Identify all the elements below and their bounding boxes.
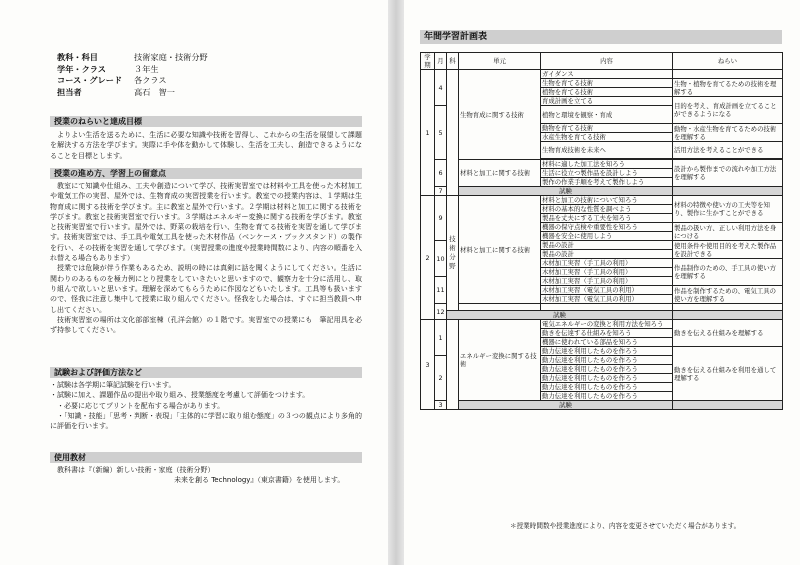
method-heading: 授業の進め方、学習上の留意点 — [50, 168, 362, 179]
course-info — [57, 52, 208, 98]
table-row: 動力伝達を利用したものを作ろう — [421, 374, 783, 383]
method-text: 教室にて知識や仕組み、工夫や創造について学び、技術実習室では材料や工具を使った木材加工や電気工作の実習、屋外では、生物育成の実習授業を行います。教室での授業内容は、１学期は生物育成に関する技術を学びます。主に教室と屋外で行います。２学期は材料と加工に関する技術を学びます。教室と技術実習室で行います。３学期はエネルギー変換に関する技術を学びます。教室と技術実習室で行います。屋外では、野菜の栽培を行い、生物を育てる技術を実習を通して学びます。技術実習室では、手工具や電気工具を使った木材作品（ベンケース・ブックスタンド）の製作を行い、その技術を実習を通して学びます。（実習授業の進度や授業時間数により、内容の順番を入れ替える場合もあります） 授業では危険が伴う作業もあるため、説明の時には真剣に話を聞くようにしてください。生活に関わりのあるものを極力例にとり授業をしていきたいと思いますので、観察力を十分に活用し、取り組んで欲しいと思います。理解を深めてもらうために作図などもいたします。工具等も扱いますので、怪我に注意し集中して授業に取り組んでください。怪我をした場合は、すぐに担当教員へ申し出てください。 技術実習室の場所は文化部部室棟（孔洋会館）の１階です。実習室での授業にも 筆記用具を必ず持参してください。 — [50, 182, 362, 335]
table-row: 木材加工実習（手工具の利用） 作品制作のための、手工具の使い方を理解する — [421, 259, 783, 268]
info-row: コース・グレード 各クラス — [57, 75, 167, 85]
table-row: 動物を育てる技術 動物・水産生物を育てるための技術を理解する — [421, 124, 783, 133]
exam-row: 7 試験 — [421, 187, 783, 196]
table-row: 2 9 技術分野 材料と加工に関する技術 材料と加工の技術について知ろう 材料の特徴や使い方の工夫等を知り、製作に生かすことができる — [421, 196, 783, 205]
table-row: 動力伝達を利用したものを作ろう — [421, 392, 783, 401]
plan-title: 年間学習計画表 — [420, 30, 782, 44]
table-row: 生物を育てる技術 生物・植物を育てるための技術を理解する — [421, 79, 783, 88]
table-row: 製品を丈夫にする工夫を知ろう — [421, 214, 783, 223]
table-row: 11 木材加工実習（手工具の利用） — [421, 277, 783, 286]
info-row: 教科・科目 技術家庭・技術分野 — [57, 52, 208, 62]
table-row: 材料の基本的な性質を調べよう — [421, 205, 783, 214]
table-row: 3 1 エネルギー変換に関する技術 電気エネルギーの変換と利用方法を知ろう 動きを伝える仕組みを理解する — [421, 320, 783, 329]
table-row: 水産生物を育てる技術 — [421, 133, 783, 142]
table-row: 機器の保守点検や重要性を知ろう 製品の扱い方、正しい利用方法を身につける — [421, 223, 783, 232]
table-row: 製作の作業手順を考えて製作しよう — [421, 178, 783, 187]
table-row: 動きを伝達する仕組みを知ろう — [421, 329, 783, 338]
info-row: 担当者 高石 智一 — [57, 86, 175, 97]
table-row: 育成計画を立てる 目的を考え、育成計画を立てることができるようになる — [421, 97, 783, 106]
table-row: 機器を安全に使用しよう — [421, 232, 783, 241]
left-page — [0, 0, 388, 565]
table-row: 植物を育てる技術 — [421, 88, 783, 97]
eval-heading: 試験および評価方法など — [50, 367, 362, 378]
table-row: 動力伝達を利用したものを作ろう — [421, 365, 783, 374]
table-row: 木材加工実習（電気工具の利用） — [421, 295, 783, 304]
table-row: 生物育成技術を未来へ 活用方法を考えることができる — [421, 142, 783, 159]
header-row: 学期 月 科 単元 内容 ねらい — [421, 53, 783, 70]
table-row: 製品の設計 — [421, 250, 783, 259]
annual-plan-table — [420, 52, 783, 410]
table-row: 1 4 生物育成に関する技術 ガイダンス — [421, 70, 783, 79]
exam-row: 試験 — [421, 311, 783, 320]
materials-heading: 使用教材 — [50, 452, 362, 463]
materials-text: 教科書は『（新編）新しい技術・家庭（技術分野） 未来を創る Technology』（東京書籍）を使用します。 — [57, 466, 345, 485]
page-gutter — [388, 0, 404, 565]
footnote: ＊授業時間数や授業進度により、内容を変更させていただく場合があります。 — [510, 522, 741, 530]
table-row: 5 植物と環境を観察・育成 — [421, 106, 783, 124]
table-row: 6 材料と加工に関する技術 材料に適した加工法を知ろう 設計から製作までの流れや加工方法を理解する — [421, 160, 783, 169]
table-row: 動力伝達を利用したものを作ろう — [421, 383, 783, 392]
table-row: 木材加工実習（電気工具の利用） 作品を制作するための、電気工具の使い方を理解する — [421, 286, 783, 295]
exam-row: 3 試験 — [421, 401, 783, 410]
table-row: 木材加工実習（手工具の利用） — [421, 268, 783, 277]
eval-text: ・試験は各学期に筆記試験を行います。 ・試験に加え、課題作品の提出や取り組み、授業態度を考慮して評価をつけます。 ・必要に応じてプリントを配布する場合があります。 ・「知識・技能」「思考・判断・表現」「主体的に学習に取り組む態度」の３つの観点により多角的に評価を行います。 — [50, 381, 362, 431]
table-row: 生活に役立つ製作品を設計しよう — [421, 169, 783, 178]
table-row: 2 動力伝達を利用したものを作ろう — [421, 356, 783, 365]
table-row: 機器に使われている部品を知ろう — [421, 338, 783, 347]
table-row: 12 — [421, 304, 783, 311]
info-row: 学年・クラス ３年生 — [57, 63, 159, 74]
table-row: 動力伝達を利用したものを作ろう 動きを伝える仕組みを利用を通して理解する — [421, 347, 783, 356]
table-row: 10 製品の設計 使用条件や使用目的を考えた製作品を設計できる — [421, 241, 783, 250]
aims-heading: 授業のねらいと達成目標 — [50, 116, 362, 127]
aims-text: よりよい生活を送るために、生活に必要な知識や技術を習得し、これからの生活を展望して課題を解決する方法を学びます。実際に手や体を動かして体験し、生活を工夫し、創造できるようになることを目標とします。 — [50, 131, 362, 160]
